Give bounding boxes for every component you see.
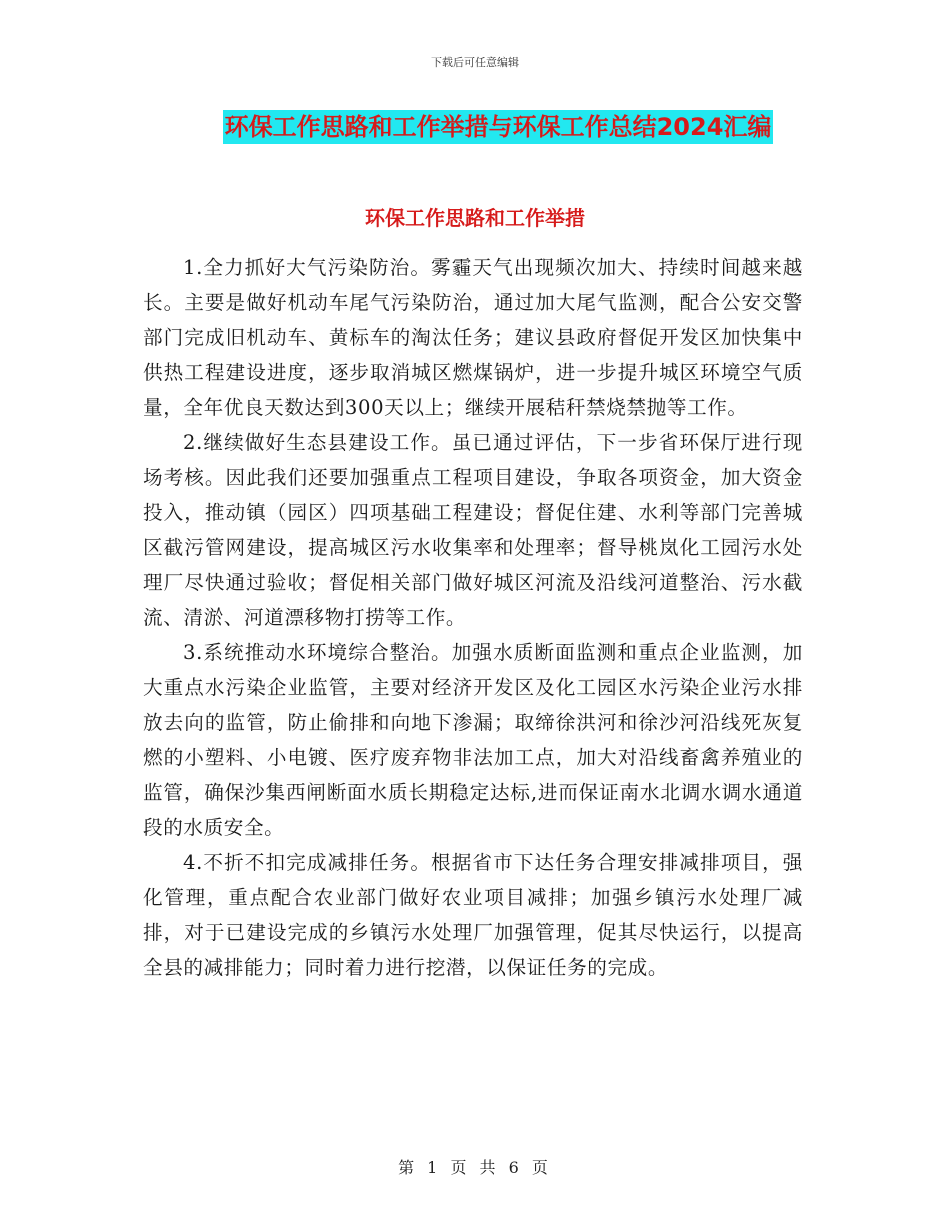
section-title: 环保工作思路和工作举措: [365, 206, 585, 230]
paragraph-2: 2.继续做好生态县建设工作。虽已通过评估，下一步省环保厅进行现场考核。因此我们还要加强重点工程项目建设，争取各项资金，加大资金投入，推动镇（园区）四项基础工程建设；督促住建、水利等部门完善城区截污管网建设，提高城区污水收集率和处理率；督导桃岚化工园污水处理厂尽快通过验收；督促相关部门做好城区河流及沿线河道整治、污水截流、清淤、河道漂移物打捞等工作。: [143, 431, 803, 629]
paragraph-4: 4.不折不扣完成减排任务。根据省市下达任务合理安排减排项目，强化管理，重点配合农业部门做好农业项目减排；加强乡镇污水处理厂减排，对于已建设完成的乡镇污水处理厂加强管理，促其尽快运行，以提高全县的减排能力；同时着力进行挖潜，以保证任务的完成。: [143, 851, 803, 979]
header-note: 下载后可任意编辑: [431, 56, 519, 69]
paragraph-1: 1.全力抓好大气污染防治。雾霾天气出现频次加大、持续时间越来越长。主要是做好机动车尾气污染防治，通过加大尾气监测，配合公安交警部门完成旧机动车、黄标车的淘汰任务；建议县政府督促开发区加快集中供热工程建设进度，逐步取消城区燃煤锅炉，进一步提升城区环境空气质量，全年优良天数达到300天以上；继续开展秸秆禁烧禁抛等工作。: [143, 256, 803, 419]
document-title: 环保工作思路和工作举措与环保工作总结2024汇编: [223, 110, 774, 144]
document-body: [143, 250, 803, 985]
main-title-container: [0, 110, 950, 144]
paragraph-3: 3.系统推动水环境综合整治。加强水质断面监测和重点企业监测，加大重点水污染企业监管，主要对经济开发区及化工园区水污染企业污水排放去向的监管，防止偷排和向地下渗漏；取缔徐洪河和徐沙河沿线死灰复燃的小塑料、小电镀、医疗废弃物非法加工点，加大对沿线畜禽养殖业的监管，确保沙集西闸断面水质长期稳定达标,进而保证南水北调水调水通道段的水质安全。: [143, 641, 803, 839]
page-footer: 第 1 页 共 6 页: [398, 1158, 552, 1177]
